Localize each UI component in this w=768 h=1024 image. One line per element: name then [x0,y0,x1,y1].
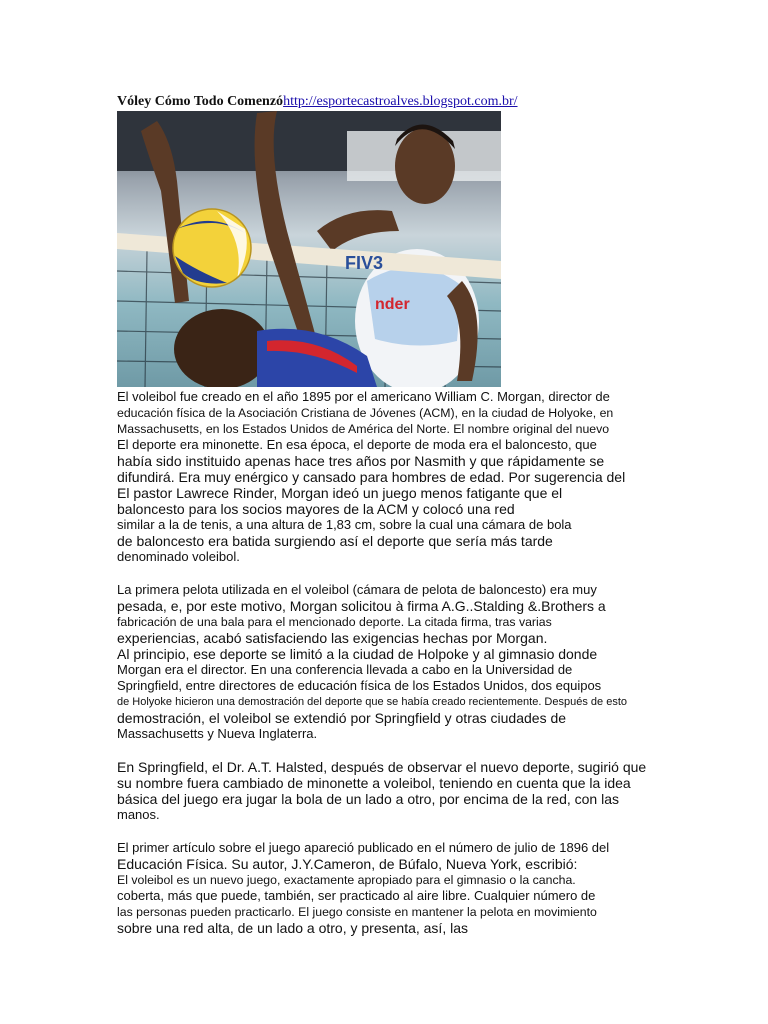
paragraph-line: sobre una red alta, de un lado a otro, y presenta, así, las [117,920,468,936]
paragraph-line: experiencias, acabó satisfaciendo las exigencias hechas por Morgan. [117,630,548,646]
paragraph-line: Massachusetts, en los Estados Unidos de América del Norte. El nombre original del nuevo [117,422,610,436]
paragraph-line: coberta, más que puede, también, ser practicado al aire libre. Cualquier número de [117,888,596,903]
paragraph-line: educación física de la Asociación Cristiana de Jóvenes (ACM), en la ciudad de Holyoke, en [117,406,614,420]
jersey-text: nder [375,296,410,313]
page-title: Vóley Cómo Todo Comenzó [117,94,284,109]
paragraph-line: de Holyoke hicieron una demostración del deporte que se había creado recientemente. Después de esto [117,696,627,708]
paragraph-line: Springfield, entre directores de educación física de los Estados Unidos, dos equipos [117,678,602,693]
header-line [117,94,657,110]
paragraph-line: El primer artículo sobre el juego apareció publicado en el número de julio de 1896 del [117,840,610,855]
paragraph-line: de baloncesto era batida surgiendo así el deporte que sería más tarde [117,533,553,549]
blog-link[interactable]: http://esportecastroalves.blogspot.com.br/ [283,94,518,109]
paragraph-line: La primera pelota utilizada en el voleibol (cámara de pelota de baloncesto) era muy [117,582,597,597]
paragraph-line: El deporte era minonette. En esa época, el deporte de moda era el baloncesto, que [117,437,597,452]
paragraph-line: pesada, e, por este motivo, Morgan solicitou à firma A.G..Stalding &.Brothers a [117,598,606,614]
document-page [117,94,657,953]
paragraph-line: denominado voleibol. [117,549,240,564]
paragraph-line: similar a la de tenis, a una altura de 1,83 cm, sobre la cual una cámara de bola [117,517,572,532]
attacker-arm [317,210,399,251]
paragraph-line: demostración, el voleibol se extendió por Springfield y otras ciudades de [117,710,567,726]
photo-illustration [117,111,501,387]
paragraph-line: difundirá. Era muy enérgico y cansado para hombres de edad. Por sugerencia del [117,469,626,485]
paragraph-line: las personas pueden practicarlo. El juego consiste en mantener la pelota en movimiento [117,905,597,919]
paragraph-line: básica del juego era jugar la bola de un lado a otro, por encima de la red, con las [117,791,619,807]
blocker-head [174,309,270,387]
paragraph-line: baloncesto para los socios mayores de la ACM y colocó una red [117,501,515,517]
paragraph-line: Massachusetts y Nueva Inglaterra. [117,726,318,741]
volleyball [173,209,251,287]
paragraph [117,389,657,565]
paragraph-line: fabricación de una bala para el mencionado deporte. La citada firma, tras varias [117,615,552,629]
paragraph-line: El pastor Lawrece Rinder, Morgan ideó un juego menos fatigante que el [117,485,563,501]
paragraph-line: El voleibol fue creado en el año 1895 por el americano William C. Morgan, director de [117,389,610,404]
paragraph-line: Morgan era el director. En una conferencia llevada a cabo en la Universidad de [117,662,573,677]
paragraph-line: El voleibol es un nuevo juego, exactamente apropiado para el gimnasio o la cancha. [117,873,576,887]
article-body [117,389,657,936]
paragraph-line: En Springfield, el Dr. A.T. Halsted, después de observar el nuevo deporte, sugirió que [117,759,647,775]
paragraph-line: Al principio, ese deporte se limitó a la ciudad de Holpoke y al gimnasio donde [117,646,598,662]
volleyball-photo [117,111,501,387]
paragraph-line: Educación Física. Su autor, J.Y.Cameron, de Búfalo, Nueva York, escribió: [117,856,578,872]
paragraph [117,759,657,823]
paragraph-line: había sido instituido apenas hace tres años por Nasmith y que rápidamente se [117,453,605,469]
paragraph [117,582,657,742]
net-logo: FIV3 [345,253,384,273]
paragraph-line: su nombre fuera cambiado de minonette a voleibol, teniendo en cuenta que la idea [117,775,631,791]
paragraph [117,840,657,936]
paragraph-line: manos. [117,807,160,822]
